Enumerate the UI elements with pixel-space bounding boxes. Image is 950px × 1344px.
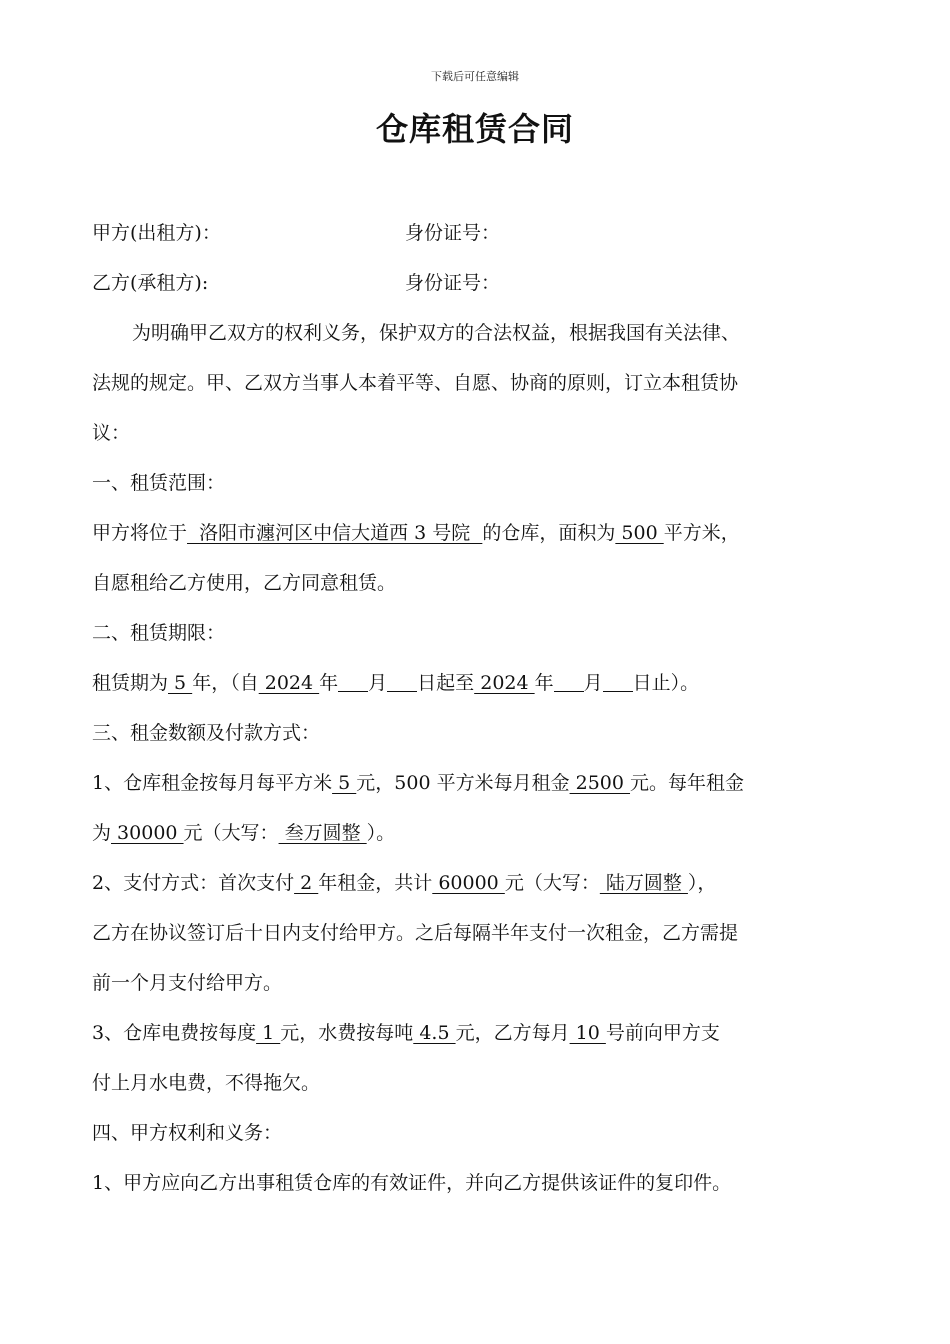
text-segment: 元，乙方每月 — [455, 1022, 570, 1044]
text-segment: 3、仓库电费按每度 — [92, 1022, 257, 1044]
intro-line-3: 议： — [92, 422, 131, 444]
rent-item-3-line-1 — [92, 1008, 872, 1058]
text-segment: 年租金，共计 — [318, 872, 433, 894]
lease-years: 5 — [168, 672, 193, 694]
header-note: 下载后可任意编辑 — [431, 70, 519, 83]
yearly-rent-capitalized: 叁万圆整 — [278, 822, 367, 844]
text-segment: 甲方将位于 — [92, 522, 188, 544]
section-3-heading: 三、租金数额及付款方式： — [92, 722, 321, 744]
rent-item-2-line-1 — [92, 858, 872, 908]
text-segment: 年 — [319, 672, 339, 694]
lease-term-line — [92, 658, 872, 708]
text-segment: 1、仓库租金按每月每平方米 — [92, 772, 333, 794]
text-segment: ）， — [687, 872, 717, 894]
rent-item-2-line-3: 前一个月支付给甲方。 — [92, 972, 283, 994]
text-segment: 元，500 平方米每月租金 — [356, 772, 570, 794]
section-4-heading: 四、甲方权利和义务： — [92, 1122, 283, 1144]
text-segment: ）。 — [366, 822, 396, 844]
warehouse-area: 500 — [615, 522, 664, 544]
warehouse-address: 洛阳市瀍河区中信大道西 3 号院 — [187, 522, 483, 544]
party-a-line — [92, 208, 872, 258]
intro-line-2: 法规的规定。甲、乙双方当事人本着平等、自愿、协商的原则，订立本租赁协 — [92, 372, 739, 394]
text-segment: 日止）。 — [632, 672, 700, 694]
utility-due-day: 10 — [569, 1022, 606, 1044]
text-segment: 月 — [368, 672, 388, 694]
text-segment: 号前向甲方支 — [605, 1022, 720, 1044]
first-payment-years: 2 — [294, 872, 319, 894]
text-segment: 月 — [583, 672, 603, 694]
text-segment: 平方米， — [663, 522, 740, 544]
first-payment-capitalized: 陆万圆整 — [599, 872, 688, 894]
first-payment-total: 60000 — [432, 872, 505, 894]
text-segment: 年 — [534, 672, 554, 694]
end-month-blank — [554, 671, 584, 692]
water-rate: 4.5 — [413, 1022, 456, 1044]
text-segment: 为 — [92, 822, 112, 844]
party-b-id-label: 身份证号： — [405, 272, 501, 294]
text-segment: 日起至 — [417, 672, 475, 694]
text-segment: 元，水费按每吨 — [280, 1022, 414, 1044]
party-a-id-label: 身份证号： — [405, 222, 501, 244]
text-segment: 元。每年租金 — [630, 772, 745, 794]
text-segment: 租赁期为 — [92, 672, 169, 694]
text-segment: 的仓库，面积为 — [482, 522, 616, 544]
party-a-label: 甲方(出租方)： — [92, 222, 221, 244]
party-b-label: 乙方(承租方): — [92, 272, 209, 294]
contract-body — [92, 208, 872, 1208]
party-a-duty-1: 1、甲方应向乙方出事租赁仓库的有效证件，并向乙方提供该证件的复印件。 — [92, 1172, 732, 1194]
document-title: 仓库租赁合同 — [375, 110, 574, 148]
end-year: 2024 — [474, 672, 535, 694]
rent-item-2-line-2: 乙方在协议签订后十日内支付给甲方。之后每隔半年支付一次租金，乙方需提 — [92, 922, 739, 944]
monthly-rent: 2500 — [569, 772, 631, 794]
rent-item-1-line-1 — [92, 758, 872, 808]
section-1-heading: 一、租赁范围： — [92, 472, 226, 494]
section-1-paragraph-line-2: 自愿租给乙方使用，乙方同意租赁。 — [92, 572, 397, 594]
electricity-rate: 1 — [256, 1022, 281, 1044]
text-segment: 2、支付方式：首次支付 — [92, 872, 295, 894]
rent-rate: 5 — [332, 772, 357, 794]
start-day-blank — [387, 671, 417, 692]
text-segment: 年，（自 — [192, 672, 259, 694]
rent-item-1-line-2 — [92, 808, 872, 858]
start-year: 2024 — [258, 672, 320, 694]
text-segment: 元（大写： — [504, 872, 600, 894]
section-2-heading: 二、租赁期限： — [92, 622, 226, 644]
text-segment: 元（大写： — [183, 822, 279, 844]
start-month-blank — [338, 671, 368, 692]
intro-line-1: 为明确甲乙双方的权利义务，保护双方的合法权益，根据我国有关法律、 — [132, 322, 741, 344]
yearly-rent: 30000 — [111, 822, 184, 844]
end-day-blank — [603, 671, 633, 692]
rent-item-3-line-2: 付上月水电费，不得拖欠。 — [92, 1072, 321, 1094]
party-b-line — [92, 258, 872, 308]
section-1-paragraph-line-1 — [92, 508, 872, 558]
